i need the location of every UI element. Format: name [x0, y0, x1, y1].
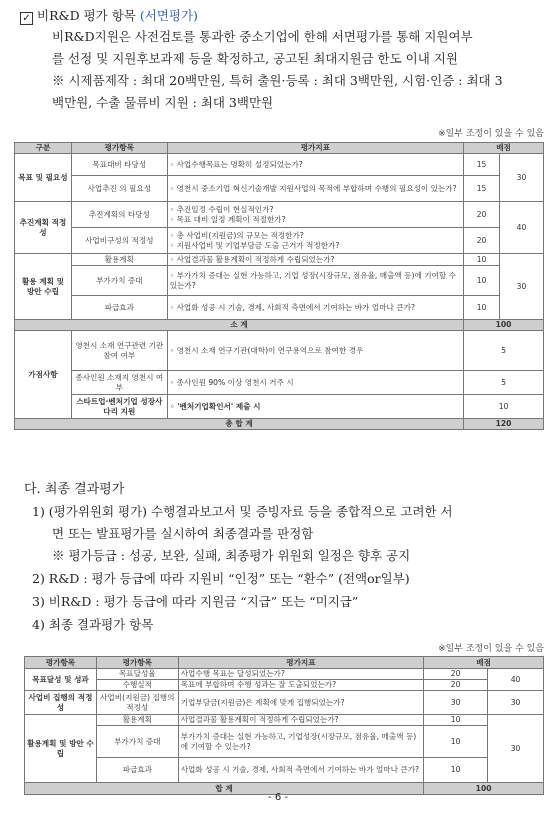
subtotal-label: 소 계 — [15, 320, 464, 331]
section-title — [20, 6, 198, 25]
group-cell: 활용계획 및 방안 수립 — [25, 715, 97, 783]
table-row — [15, 296, 544, 320]
indicator-cell: 사업수행 목표는 달성되었는가? — [178, 669, 423, 680]
final-adjustment-note: ※일부 조정이 있을 수 있음 — [438, 644, 544, 654]
indicator-cell: ◦ 부가가치 증대는 실현 가능하고, 기업 성장(시장규모, 점유율, 매출액 등)에 기여할 수 있는가? — [167, 266, 463, 296]
indicator-line: ◦ 총 사업비(지원금)의 규모는 적정한가? — [169, 231, 304, 240]
header-group: 평가항목 — [25, 657, 97, 669]
indicator-cell: ◦ 종사인원 90% 이상 영천시 거주 시 — [167, 371, 463, 395]
table-row — [15, 202, 544, 228]
table-row — [25, 669, 544, 680]
indicator-cell: ◦ 영천시 소재 연구기관(대학)이 연구용역으로 참여한 경우 — [167, 331, 463, 371]
evaluation-table-2 — [24, 656, 544, 795]
final-item-3: 3) 비R&D : 평가 등급에 따라 지원금 “지급” 또는 “미지급” — [32, 594, 359, 609]
score-cell: 10 — [464, 266, 500, 296]
indicator-line: ◦ 추진일정 수립이 현실적인가? — [169, 205, 274, 214]
final-item-1-note: ※ 평가등급 : 성공, 보완, 실패, 최종평가 위원회 일정은 향후 공지 — [52, 548, 411, 563]
page-number: - 6 - — [268, 792, 288, 803]
group-score-cell: 30 — [500, 154, 544, 202]
indicator-cell — [167, 228, 463, 254]
table-row — [15, 331, 544, 371]
section-title-text: 비R&D 평가 항목 — [37, 8, 136, 23]
group-score-cell: 30 — [488, 691, 544, 715]
header-indicator: 평가지표 — [178, 657, 423, 669]
item-cell: 활용계획 — [96, 715, 178, 726]
item-cell: 사업추진 의 필요성 — [71, 176, 167, 202]
para-line: 를 선정 및 지원후보과제 등을 확정하고, 공고된 최대지원금 한도 이내 지원 — [52, 51, 458, 66]
score-cell: 5 — [464, 331, 544, 371]
item-cell: 목표달성율 — [96, 669, 178, 680]
table-row — [15, 228, 544, 254]
item-cell: 파급효과 — [71, 296, 167, 320]
table-row — [25, 680, 544, 691]
final-item-1-line-2: 면 또는 발표평가를 실시하여 최종결과를 판정함 — [52, 526, 314, 541]
table-row — [25, 726, 544, 758]
final-item-1-line-1: 1) (평가위원회 평가) 수행결과보고서 및 증빙자료 등을 종합적으로 고려한 서 — [32, 504, 453, 519]
item-cell: 부가가치 증대 — [71, 266, 167, 296]
evaluation-table-1 — [14, 142, 544, 430]
header-score: 배점 — [424, 657, 544, 669]
header-item: 평가항목 — [96, 657, 178, 669]
para-line: 비R&D지원은 사전검토를 통과한 중소기업에 한해 서면평가를 통해 지원여부 — [52, 29, 473, 44]
score-cell: 15 — [464, 176, 500, 202]
score-cell: 10 — [464, 395, 544, 419]
final-item-4: 4) 최종 결과평가 항목 — [32, 617, 154, 632]
score-cell: 30 — [424, 691, 488, 715]
score-cell: 20 — [424, 669, 488, 680]
table-row — [25, 758, 544, 783]
score-cell: 20 — [464, 228, 500, 254]
score-cell: 5 — [464, 371, 544, 395]
score-cell: 20 — [424, 680, 488, 691]
group-cell: 목표달성 및 성과 — [25, 669, 97, 691]
indicator-cell: ◦ 사업화 성공 시 기술, 경제, 사회적 측면에서 기여하는 바가 얼마나 큰가? — [167, 296, 463, 320]
table-row — [15, 371, 544, 395]
checkbox-icon: ✓ — [20, 12, 33, 25]
total-score: 100 — [424, 783, 544, 795]
score-cell: 10 — [424, 758, 488, 783]
item-cell: 사업비구성의 적정성 — [71, 228, 167, 254]
header-indicator: 평가지표 — [167, 143, 463, 154]
group-cell: 활용 계획 및 방안 수립 — [15, 254, 72, 320]
final-item-2: 2) R&D : 평가 등급에 따라 지원비 “인정” 또는 “환수” (전액or일부) — [32, 571, 410, 586]
indicator-cell: ◦ 사업수행목표는 명확히 설정되었는가? — [167, 154, 463, 176]
item-cell: 스타트업·벤처기업 성장사다리 지원 — [71, 395, 167, 419]
subtotal-row — [15, 320, 544, 331]
header-score: 배점 — [464, 143, 544, 154]
table-row — [15, 266, 544, 296]
score-cell: 20 — [464, 202, 500, 228]
header-category: 구분 — [15, 143, 72, 154]
group-score-cell: 30 — [500, 254, 544, 320]
section-paragraph — [52, 26, 546, 114]
item-cell: 종사인원 소재지 영천시 여부 — [71, 371, 167, 395]
item-cell: 파급효과 — [96, 758, 178, 783]
score-cell: 10 — [464, 296, 500, 320]
score-cell: 10 — [424, 715, 488, 726]
indicator-line: ◦ 목표 대비 일정 계획이 적절한가? — [169, 214, 286, 224]
item-cell: 수행실적 — [96, 680, 178, 691]
total-label: 합 계 — [25, 783, 424, 795]
final-heading: 다. 최종 결과평가 — [24, 482, 125, 497]
item-cell: 추진계획의 타당성 — [71, 202, 167, 228]
table-row — [15, 154, 544, 176]
table-row — [15, 395, 544, 419]
total-row — [15, 419, 544, 430]
table-row — [25, 715, 544, 726]
section-subtitle: (서면평가) — [139, 8, 198, 23]
para-line: 백만원, 수출 물류비 지원 : 최대 3백만원 — [52, 95, 274, 110]
indicator-cell: 목표에 부합하며 수행 성과는 잘 도출되었는가? — [178, 680, 423, 691]
indicator-cell: 부가가치 증대는 실현 가능하고, 기업성장(시장규모, 점유율, 매출액 등)에 기여할 수 있는가? — [178, 726, 423, 758]
indicator-cell: ◦ 영천시 중소기업 혁신기술개발 지원사업의 목적에 부합하며 수행의 필요성이 있는가? — [167, 176, 463, 202]
para-line: ※ 시제품제작 : 최대 20백만원, 특허 출원·등록 : 최대 3백만원, 시험·인증 : 최대 3 — [52, 73, 503, 88]
group-score-cell: 40 — [500, 202, 544, 254]
indicator-cell: ◦ 사업결과물 활용계획이 적정하게 수립되었는가? — [167, 254, 463, 266]
item-cell: 사업비(지원금) 집행의 적정성 — [96, 691, 178, 715]
total-score: 120 — [464, 419, 544, 430]
group-cell: 목표 및 필요성 — [15, 154, 72, 202]
table-row — [15, 176, 544, 202]
group-score-cell: 40 — [488, 669, 544, 691]
table-row — [15, 254, 544, 266]
indicator-cell — [167, 202, 463, 228]
indicator-cell: ◦ '벤처기업확인서' 제출 시 — [167, 395, 463, 419]
group-cell: 가점사항 — [15, 331, 72, 419]
score-cell: 15 — [464, 154, 500, 176]
group-score-cell: 30 — [488, 715, 544, 783]
indicator-line: ◦ 지원사업비 및 기업부담금 도출 근거가 적정한가? — [169, 240, 340, 250]
score-cell: 10 — [424, 726, 488, 758]
group-cell: 추진계획 적정성 — [15, 202, 72, 254]
subtotal-score: 100 — [464, 320, 544, 331]
adjustment-note: ※일부 조정이 있을 수 있음 — [438, 129, 544, 139]
header-item: 평가항목 — [71, 143, 167, 154]
total-label: 총 합 계 — [15, 419, 464, 430]
item-cell: 부가가치 증대 — [96, 726, 178, 758]
indicator-cell: 사업결과물 활용계획이 적정하게 수립되었는가? — [178, 715, 423, 726]
indicator-cell: 사업화 성공 시 기술, 경제, 사회적 측면에서 기여하는 바가 얼마나 큰가? — [178, 758, 423, 783]
item-cell: 목표대비 타당성 — [71, 154, 167, 176]
table-row — [25, 691, 544, 715]
group-cell: 사업비 집행의 적정성 — [25, 691, 97, 715]
indicator-cell: 기업부담금(지원금)은 계획에 맞게 집행되었는가? — [178, 691, 423, 715]
score-cell: 10 — [464, 254, 500, 266]
item-cell: 활용계획 — [71, 254, 167, 266]
item-cell: 영천시 소재 연구관련 기관 참여 여부 — [71, 331, 167, 371]
